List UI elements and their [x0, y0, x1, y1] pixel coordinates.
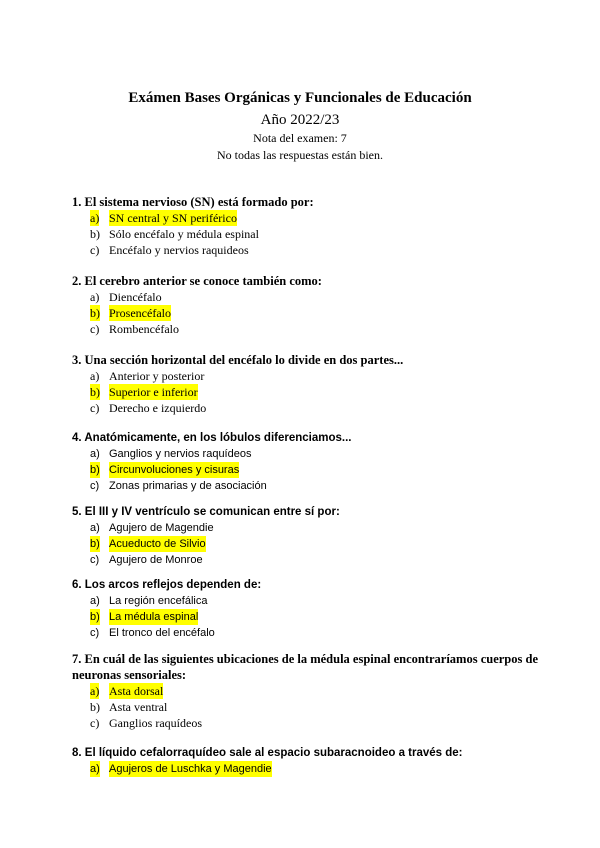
option-letter: c) — [90, 243, 100, 257]
option-letter: b) — [90, 306, 100, 320]
option-letter: b) — [90, 464, 100, 476]
option-letter: c) — [90, 480, 100, 492]
option-text: Ganglios raquídeos — [109, 716, 202, 730]
option-letter: a) — [90, 522, 100, 534]
answer-option — [72, 210, 542, 226]
option-text: Zonas primarias y de asociación — [109, 480, 267, 492]
question-1 — [72, 194, 542, 258]
option-text: Superior e inferior — [109, 385, 198, 399]
option-text: Sólo encéfalo y médula espinal — [109, 227, 259, 241]
question-4 — [72, 430, 542, 494]
answer-option — [72, 552, 542, 568]
question-title: 4. Anatómicamente, en los lóbulos diferenciamos... — [72, 432, 352, 444]
option-text: Prosencéfalo — [109, 306, 171, 320]
question-title: 6. Los arcos reflejos dependen de: — [72, 579, 262, 591]
option-text: Derecho e izquierdo — [109, 401, 207, 415]
question-5 — [72, 504, 542, 568]
question-8 — [72, 745, 542, 777]
option-text: Circunvoluciones y cisuras — [109, 464, 240, 476]
option-text: Rombencéfalo — [109, 322, 179, 336]
option-letter: c) — [90, 627, 100, 639]
exam-grade: Nota del examen: 7 — [253, 131, 347, 145]
question-title: 2. El cerebro anterior se conoce también como: — [72, 274, 322, 288]
option-text: El tronco del encéfalo — [109, 627, 215, 639]
question-2 — [72, 273, 542, 337]
answer-option — [72, 683, 542, 699]
option-letter: a) — [90, 369, 100, 383]
option-text: Anterior y posterior — [109, 369, 205, 383]
option-letter: c) — [90, 554, 100, 566]
option-text: Agujeros de Luschka y Magendie — [109, 763, 272, 775]
answer-option — [72, 536, 542, 552]
option-text: Diencéfalo — [109, 290, 162, 304]
question-title-line-2: neuronas sensoriales: — [72, 668, 187, 682]
option-letter: a) — [90, 448, 100, 460]
question-title-line-1: 7. En cuál de las siguientes ubicaciones de la médula espinal encontraríamos cuerpos de — [72, 652, 538, 666]
question-3 — [72, 352, 542, 416]
answer-option — [72, 321, 542, 337]
option-text: La médula espinal — [109, 611, 199, 623]
option-text: Asta dorsal — [109, 684, 164, 698]
option-letter: a) — [90, 290, 100, 304]
question-title: 1. El sistema nervioso (SN) está formado por: — [72, 195, 314, 209]
option-text: La región encefálica — [109, 595, 208, 607]
answer-option — [72, 520, 542, 536]
question-title: 5. El III y IV ventrículo se comunican entre sí por: — [72, 506, 340, 518]
option-letter: b) — [90, 227, 100, 241]
answer-option — [72, 242, 542, 258]
option-text: Ganglios y nervios raquídeos — [109, 448, 252, 460]
option-text: Agujero de Magendie — [109, 522, 214, 534]
option-letter: b) — [90, 611, 100, 623]
option-text: Agujero de Monroe — [109, 554, 203, 566]
answer-option — [72, 478, 542, 494]
option-letter: a) — [90, 763, 100, 775]
option-letter: b) — [90, 700, 100, 714]
answer-option — [72, 400, 542, 416]
option-text: SN central y SN periférico — [109, 211, 237, 225]
option-letter: c) — [90, 322, 100, 336]
answer-option — [72, 462, 542, 478]
option-letter: b) — [90, 538, 100, 550]
option-letter: b) — [90, 385, 100, 399]
question-7 — [72, 651, 542, 731]
answer-option — [72, 446, 542, 462]
answer-option — [72, 699, 542, 715]
exam-note: No todas las respuestas están bien. — [217, 148, 383, 162]
exam-year: Año 2022/23 — [260, 112, 340, 128]
option-letter: a) — [90, 684, 100, 698]
answer-option — [72, 289, 542, 305]
answer-option — [72, 715, 542, 731]
exam-title: Exámen Bases Orgánicas y Funcionales de Educación — [128, 90, 472, 106]
answer-option — [72, 368, 542, 384]
question-title: 3. Una sección horizontal del encéfalo lo divide en dos partes... — [72, 353, 404, 367]
option-text: Encéfalo y nervios raquideos — [109, 243, 249, 257]
answer-option — [72, 226, 542, 242]
question-title: 8. El líquido cefalorraquídeo sale al espacio subaracnoideo a través de: — [72, 747, 463, 759]
question-6 — [72, 577, 542, 641]
option-letter: a) — [90, 595, 100, 607]
option-text: Asta ventral — [109, 700, 168, 714]
option-letter: c) — [90, 716, 100, 730]
answer-option — [72, 609, 542, 625]
answer-option — [72, 384, 542, 400]
option-letter: a) — [90, 211, 100, 225]
answer-option — [72, 593, 542, 609]
answer-option — [72, 761, 542, 777]
option-text: Acueducto de Silvio — [109, 538, 206, 550]
option-letter: c) — [90, 401, 100, 415]
answer-option — [72, 625, 542, 641]
answer-option — [72, 305, 542, 321]
